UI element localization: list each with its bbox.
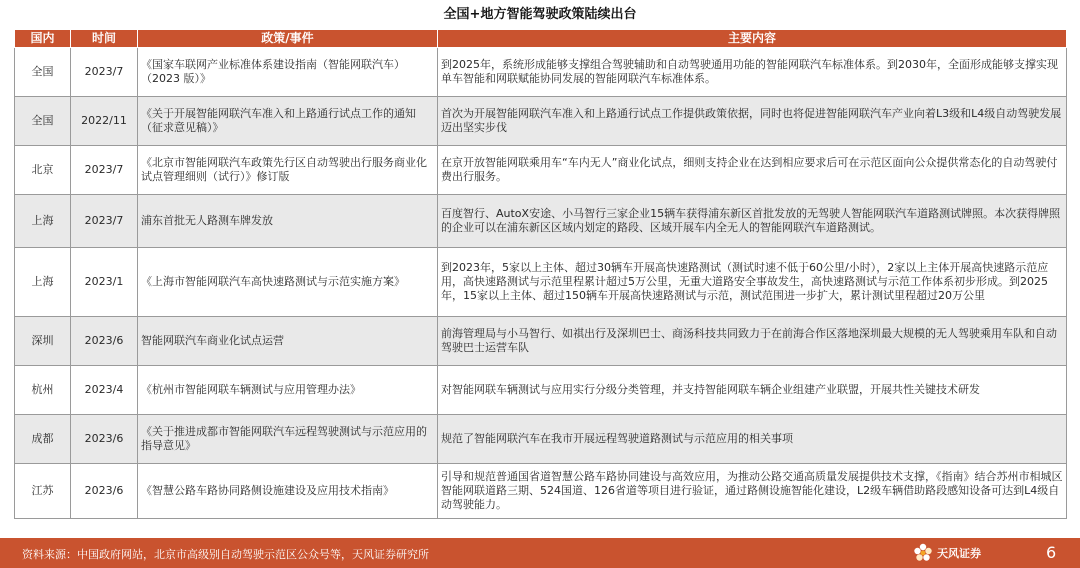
table-row bbox=[15, 366, 1067, 415]
table-row bbox=[15, 415, 1067, 464]
row-policy: 《关于推进成都市智能网联汽车远程驾驶测试与示范应用的指导意见》 bbox=[138, 415, 438, 464]
row-content: 首次为开展智能网联汽车准入和上路通行试点工作提供政策依据，同时也将促进智能网联汽车产业向着L3级和L4级自动驾驶发展迈出坚实步伐 bbox=[438, 97, 1067, 146]
table-row bbox=[15, 195, 1067, 248]
row-content: 规范了智能网联汽车在我市开展远程驾驶道路测试与示范应用的相关事项 bbox=[438, 415, 1067, 464]
row-policy: 《关于开展智能网联汽车准入和上路通行试点工作的通知（征求意见稿）》 bbox=[138, 97, 438, 146]
page-title: 全国+地方智能驾驶政策陆续出台 bbox=[443, 7, 637, 22]
row-policy: 《北京市智能网联汽车政策先行区自动驾驶出行服务商业化试点管理细则（试行）》修订版 bbox=[138, 146, 438, 195]
row-content: 对智能网联车辆测试与应用实行分级分类管理，并支持智能网联车辆企业组建产业联盟，开展共性关键技术研发 bbox=[438, 366, 1067, 415]
row-content: 前海管理局与小马智行、如祺出行及深圳巴士、商汤科技共同致力于在前海合作区落地深圳最大规模的无人驾驶乘用车队和自动驾驶巴士运营车队 bbox=[438, 317, 1067, 366]
row-policy: 《上海市智能网联汽车高快速路测试与示范实施方案》 bbox=[138, 248, 438, 317]
table-row bbox=[15, 97, 1067, 146]
table-header-row bbox=[15, 30, 1067, 48]
row-policy: 浦东首批无人路测车牌发放 bbox=[138, 195, 438, 248]
row-time: 2023/4 bbox=[71, 366, 138, 415]
row-policy: 《智慧公路车路协同路侧设施建设及应用技术指南》 bbox=[138, 464, 438, 519]
row-region: 全国 bbox=[15, 97, 71, 146]
row-region: 上海 bbox=[15, 248, 71, 317]
row-time: 2023/6 bbox=[71, 317, 138, 366]
row-time: 2022/11 bbox=[71, 97, 138, 146]
header-time: 时间 bbox=[71, 30, 138, 48]
table-row bbox=[15, 248, 1067, 317]
row-region: 全国 bbox=[15, 48, 71, 97]
row-content: 在京开放智能网联乘用车“车内无人”商业化试点，细则支持企业在达到相应要求后可在示范区面向公众提供常态化的自动驾驶付费出行服务。 bbox=[438, 146, 1067, 195]
table-row bbox=[15, 464, 1067, 519]
row-time: 2023/6 bbox=[71, 415, 138, 464]
row-policy: 《杭州市智能网联车辆测试与应用管理办法》 bbox=[138, 366, 438, 415]
row-region: 杭州 bbox=[15, 366, 71, 415]
row-time: 2023/7 bbox=[71, 146, 138, 195]
row-region: 深圳 bbox=[15, 317, 71, 366]
brand-name: 天风证券 bbox=[937, 547, 981, 560]
header-content: 主要内容 bbox=[438, 30, 1067, 48]
row-time: 2023/1 bbox=[71, 248, 138, 317]
header-region: 国内 bbox=[15, 30, 71, 48]
row-policy: 《国家车联网产业标准体系建设指南（智能网联汽车）（2023 版）》 bbox=[138, 48, 438, 97]
row-region: 江苏 bbox=[15, 464, 71, 519]
row-content: 百度智行、AutoX安途、小马智行三家企业15辆车获得浦东新区首批发放的无驾驶人智能网联汽车道路测试牌照。本次获得牌照的企业可以在浦东新区区域内划定的路段、区域开展车内全无人的智能网联汽车道路测试。 bbox=[438, 195, 1067, 248]
row-region: 成都 bbox=[15, 415, 71, 464]
source-note: 资料来源：中国政府网站，北京市高级别自动驾驶示范区公众号等，天风证券研究所 bbox=[22, 548, 429, 561]
table-row bbox=[15, 48, 1067, 97]
row-region: 北京 bbox=[15, 146, 71, 195]
header-policy: 政策/事件 bbox=[138, 30, 438, 48]
brand-logo bbox=[912, 542, 981, 564]
row-policy: 智能网联汽车商业化试点运营 bbox=[138, 317, 438, 366]
row-time: 2023/7 bbox=[71, 195, 138, 248]
page-number: 6 bbox=[1046, 543, 1057, 562]
table-row bbox=[15, 317, 1067, 366]
row-region: 上海 bbox=[15, 195, 71, 248]
row-time: 2023/7 bbox=[71, 48, 138, 97]
table-row bbox=[15, 146, 1067, 195]
policy-table bbox=[14, 29, 1067, 519]
row-content: 到2025年，系统形成能够支撑组合驾驶辅助和自动驾驶通用功能的智能网联汽车标准体系。到2030年，全面形成能够支撑实现单车智能和网联赋能协同发展的智能网联汽车标准体系。 bbox=[438, 48, 1067, 97]
row-time: 2023/6 bbox=[71, 464, 138, 519]
footer-bar bbox=[0, 538, 1080, 568]
row-content: 到2023年，5家以上主体、超过30辆车开展高快速路测试（测试时速不低于60公里/小时），2家以上主体开展高快速路示范应用，高快速路测试与示范里程累计超过5万公里，无重大道路安全事故发生，高快速路测试与示范工作体系初步形成。到2025年，15家以上主体、超过150辆车开展高快速路测试与示范，测试范围进一步扩大，累计测试里程超过20万公里 bbox=[438, 248, 1067, 317]
row-content: 引导和规范普通国省道智慧公路车路协同建设与高效应用，为推动公路交通高质量发展提供技术支撑，《指南》结合苏州市相城区智能网联道路三期、524国道、126省道等项目进行验证，通过路侧设施智能化建设，L2级车辆借助路段感知设备可达到L4级自动驾驶能力。 bbox=[438, 464, 1067, 519]
flower-logo-icon bbox=[912, 542, 934, 564]
